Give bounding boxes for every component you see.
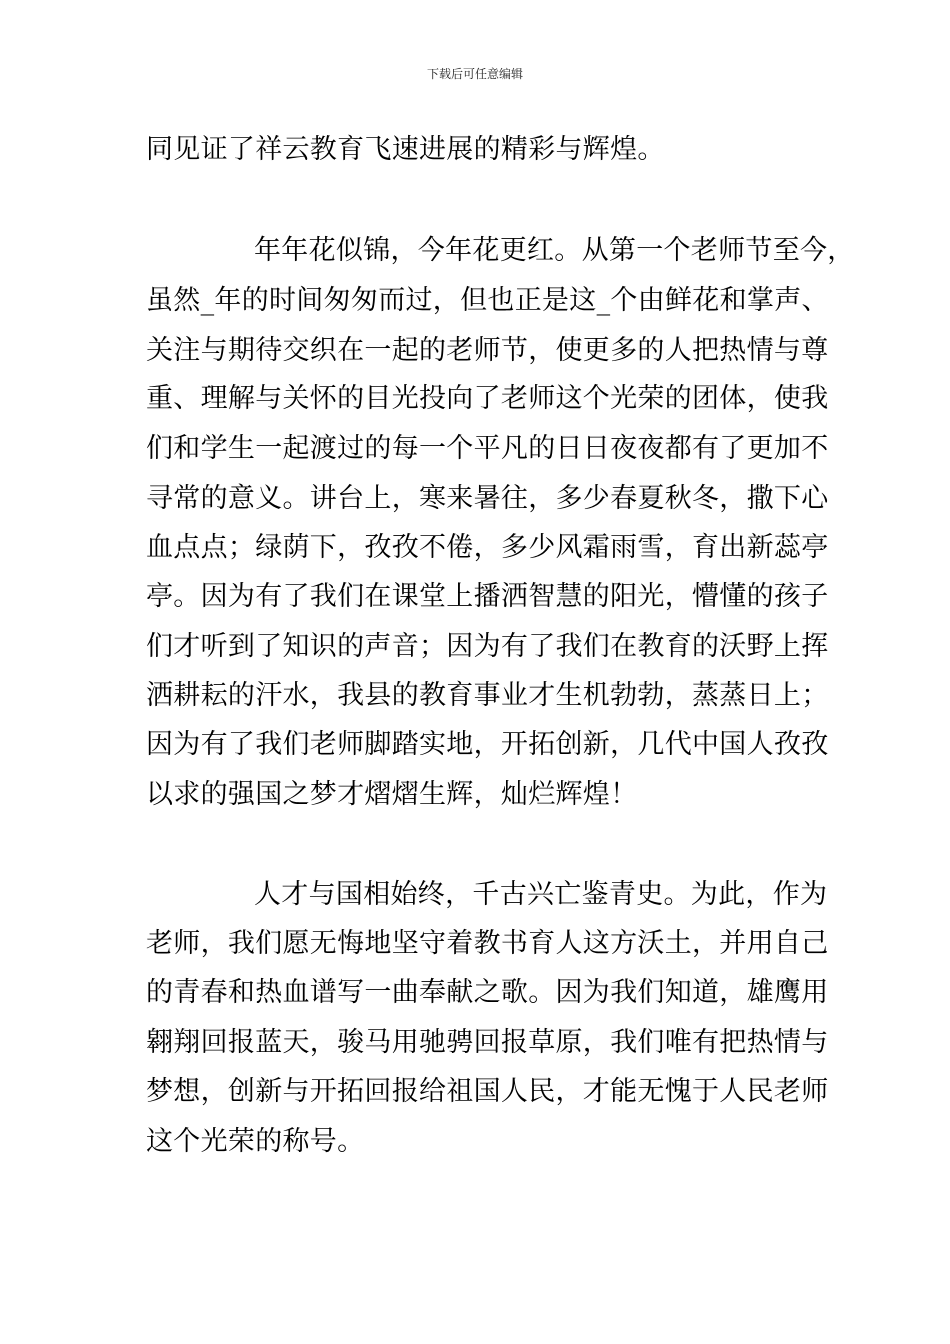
text-line: 血点点；绿荫下，孜孜不倦，多少风霜雨雪，育出新蕊亭 [146,532,829,563]
text-line: 这个光荣的称号。 [146,1126,365,1157]
text-line: 寻常的意义。讲台上，寒来暑往，多少春夏秋冬，撒下心 [146,483,829,514]
text-line: 同见证了祥云教育飞速进展的精彩与辉煌。 [146,134,665,165]
text-line: 重、理解与关怀的目光投向了老师这个光荣的团体，使我 [146,383,829,414]
paragraph-first-line: 年年花似锦，今年花更红。从第一个老师节至今， [254,235,855,266]
text-line: 亭。因为有了我们在课堂上播洒智慧的阳光，懵懂的孩子 [146,581,829,612]
text-line: 梦想，创新与开拓回报给祖国人民，才能无愧于人民老师 [146,1076,829,1107]
text-line: 关注与期待交织在一起的老师节，使更多的人把热情与尊 [146,335,829,366]
text-line: 翱翔回报蓝天，骏马用驰骋回报草原，我们唯有把热情与 [146,1027,829,1058]
text-line: 老师，我们愿无悔地坚守着教书育人这方沃土，并用自己 [146,928,829,959]
text-line: 们和学生一起渡过的每一个平凡的日日夜夜都有了更加不 [146,433,829,464]
text-line: 因为有了我们老师脚踏实地，开拓创新，几代中国人孜孜 [146,729,829,760]
text-line: 洒耕耘的汗水，我县的教育事业才生机勃勃，蒸蒸日上； [146,680,829,711]
text-line: 虽然_年的时间匆匆而过，但也正是这_个由鲜花和掌声、 [146,285,829,316]
paragraph-first-line: 人才与国相始终，千古兴亡鉴青史。为此，作为 [254,879,828,910]
text-line: 的青春和热血谱写一曲奉献之歌。因为我们知道，雄鹰用 [146,977,829,1008]
header-note: 下载后可任意编辑 [426,67,523,81]
text-line: 们才听到了知识的声音；因为有了我们在教育的沃野上挥 [146,631,829,662]
text-line: 以求的强国之梦才熠熠生辉，灿烂辉煌！ [146,779,638,810]
